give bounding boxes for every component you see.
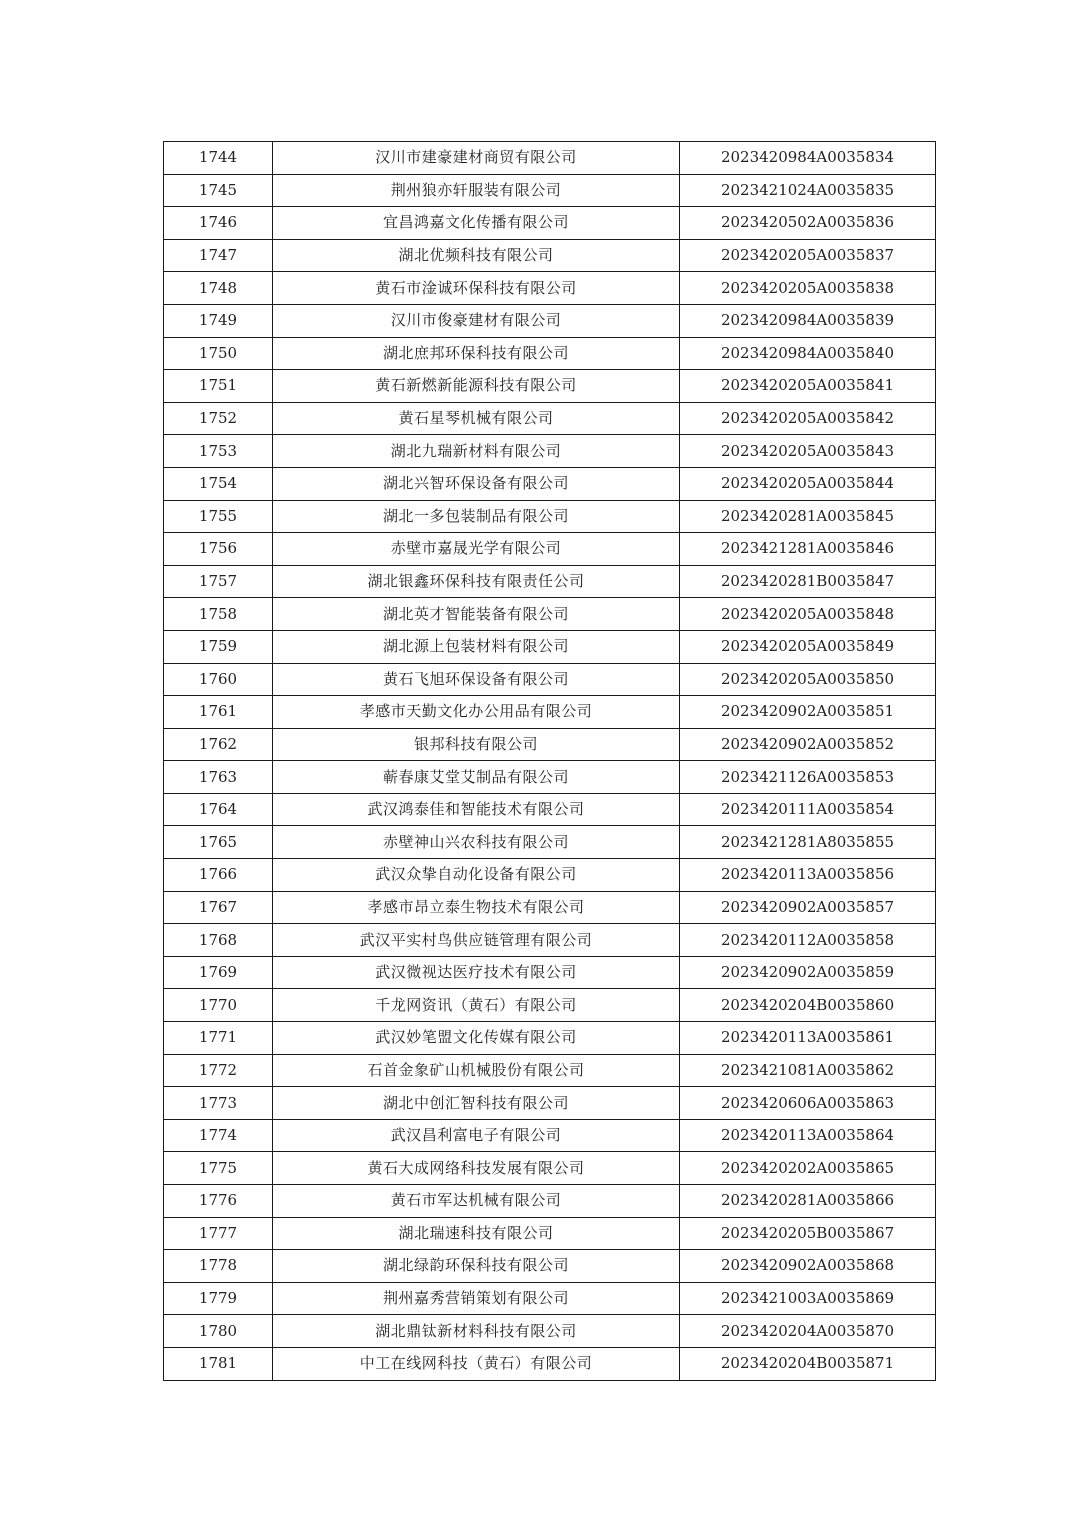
- company-name: 武汉妙笔盟文化传媒有限公司: [273, 1022, 680, 1055]
- company-name: 黄石市淦诚环保科技有限公司: [273, 272, 680, 305]
- registration-code: 2023421281A8035855: [680, 826, 936, 859]
- registration-code: 2023420202A0035865: [680, 1152, 936, 1185]
- registration-code: 2023420111A0035854: [680, 793, 936, 826]
- row-number: 1775: [164, 1152, 273, 1185]
- table-row: [164, 1022, 936, 1055]
- row-number: 1778: [164, 1250, 273, 1283]
- registration-code: 2023420902A0035851: [680, 696, 936, 729]
- registration-code: 2023420205A0035850: [680, 663, 936, 696]
- row-number: 1761: [164, 696, 273, 729]
- registration-code: 2023420984A0035834: [680, 142, 936, 175]
- registration-code: 2023420205A0035841: [680, 370, 936, 403]
- table-body: [164, 142, 936, 1381]
- company-name: 武汉众挚自动化设备有限公司: [273, 859, 680, 892]
- registration-code: 2023420902A0035852: [680, 728, 936, 761]
- table-row: [164, 1185, 936, 1218]
- company-name: 湖北庶邦环保科技有限公司: [273, 337, 680, 370]
- row-number: 1747: [164, 239, 273, 272]
- row-number: 1779: [164, 1282, 273, 1315]
- table-row: [164, 1152, 936, 1185]
- table-row: [164, 174, 936, 207]
- table-row: [164, 859, 936, 892]
- table-row: [164, 1282, 936, 1315]
- row-number: 1774: [164, 1119, 273, 1152]
- row-number: 1758: [164, 598, 273, 631]
- registration-code: 2023420281B0035847: [680, 565, 936, 598]
- table-row: [164, 239, 936, 272]
- company-name: 赤壁市嘉晟光学有限公司: [273, 533, 680, 566]
- company-name: 武汉平实村鸟供应链管理有限公司: [273, 924, 680, 957]
- row-number: 1763: [164, 761, 273, 794]
- table-row: [164, 1087, 936, 1120]
- row-number: 1771: [164, 1022, 273, 1055]
- row-number: 1770: [164, 989, 273, 1022]
- registration-code: 2023420205A0035848: [680, 598, 936, 631]
- registration-code: 2023420984A0035839: [680, 304, 936, 337]
- table-row: [164, 1347, 936, 1380]
- row-number: 1760: [164, 663, 273, 696]
- table-row: [164, 370, 936, 403]
- company-name: 湖北瑞速科技有限公司: [273, 1217, 680, 1250]
- company-name: 黄石市军达机械有限公司: [273, 1185, 680, 1218]
- company-name: 湖北源上包装材料有限公司: [273, 630, 680, 663]
- table-row: [164, 435, 936, 468]
- registration-code: 2023420281A0035845: [680, 500, 936, 533]
- company-name: 湖北中创汇智科技有限公司: [273, 1087, 680, 1120]
- table-row: [164, 337, 936, 370]
- registration-code: 2023420205A0035843: [680, 435, 936, 468]
- row-number: 1765: [164, 826, 273, 859]
- row-number: 1764: [164, 793, 273, 826]
- registration-code: 2023420205A0035837: [680, 239, 936, 272]
- row-number: 1776: [164, 1185, 273, 1218]
- row-number: 1750: [164, 337, 273, 370]
- row-number: 1759: [164, 630, 273, 663]
- table-row: [164, 565, 936, 598]
- table-row: [164, 500, 936, 533]
- row-number: 1781: [164, 1347, 273, 1380]
- registration-code: 2023420205A0035844: [680, 467, 936, 500]
- table-row: [164, 891, 936, 924]
- company-name: 荆州嘉秀营销策划有限公司: [273, 1282, 680, 1315]
- registration-code: 2023421024A0035835: [680, 174, 936, 207]
- registration-code: 2023421281A0035846: [680, 533, 936, 566]
- registration-code: 2023420204B0035871: [680, 1347, 936, 1380]
- company-name: 银邦科技有限公司: [273, 728, 680, 761]
- table-row: [164, 1315, 936, 1348]
- row-number: 1746: [164, 207, 273, 240]
- registration-code: 2023420204B0035860: [680, 989, 936, 1022]
- registration-code: 2023421081A0035862: [680, 1054, 936, 1087]
- registration-code: 2023420902A0035868: [680, 1250, 936, 1283]
- row-number: 1752: [164, 402, 273, 435]
- table-row: [164, 826, 936, 859]
- registration-code: 2023420205A0035849: [680, 630, 936, 663]
- company-name: 湖北一多包装制品有限公司: [273, 500, 680, 533]
- registration-code: 2023420112A0035858: [680, 924, 936, 957]
- company-name: 黄石新燃新能源科技有限公司: [273, 370, 680, 403]
- table-row: [164, 598, 936, 631]
- company-name: 荆州狼亦轩服装有限公司: [273, 174, 680, 207]
- registration-code: 2023420902A0035857: [680, 891, 936, 924]
- registration-code: 2023420281A0035866: [680, 1185, 936, 1218]
- company-name: 汉川市俊豪建材有限公司: [273, 304, 680, 337]
- registration-code: 2023420606A0035863: [680, 1087, 936, 1120]
- row-number: 1780: [164, 1315, 273, 1348]
- registration-code: 2023420984A0035840: [680, 337, 936, 370]
- row-number: 1754: [164, 467, 273, 500]
- registration-code: 2023420205B0035867: [680, 1217, 936, 1250]
- company-name: 黄石飞旭环保设备有限公司: [273, 663, 680, 696]
- company-name: 湖北银鑫环保科技有限责任公司: [273, 565, 680, 598]
- company-name: 湖北九瑞新材料有限公司: [273, 435, 680, 468]
- row-number: 1766: [164, 859, 273, 892]
- row-number: 1768: [164, 924, 273, 957]
- registration-code: 2023420113A0035864: [680, 1119, 936, 1152]
- company-name: 湖北鼎钛新材料科技有限公司: [273, 1315, 680, 1348]
- row-number: 1777: [164, 1217, 273, 1250]
- table-row: [164, 533, 936, 566]
- registration-code: 2023421003A0035869: [680, 1282, 936, 1315]
- registration-code: 2023420113A0035861: [680, 1022, 936, 1055]
- company-name: 黄石星琴机械有限公司: [273, 402, 680, 435]
- registration-code: 2023420113A0035856: [680, 859, 936, 892]
- row-number: 1749: [164, 304, 273, 337]
- registration-code: 2023420205A0035842: [680, 402, 936, 435]
- row-number: 1772: [164, 1054, 273, 1087]
- table-row: [164, 696, 936, 729]
- table-row: [164, 1119, 936, 1152]
- table-row: [164, 142, 936, 175]
- table-row: [164, 207, 936, 240]
- company-name: 武汉微视达医疗技术有限公司: [273, 956, 680, 989]
- table-row: [164, 728, 936, 761]
- company-list-table: [163, 141, 936, 1381]
- table-row: [164, 272, 936, 305]
- company-name: 蕲春康艾堂艾制品有限公司: [273, 761, 680, 794]
- table-row: [164, 761, 936, 794]
- table-row: [164, 630, 936, 663]
- company-name: 石首金象矿山机械股份有限公司: [273, 1054, 680, 1087]
- company-name: 湖北优频科技有限公司: [273, 239, 680, 272]
- table-row: [164, 956, 936, 989]
- table-row: [164, 924, 936, 957]
- company-name: 赤壁神山兴农科技有限公司: [273, 826, 680, 859]
- table-row: [164, 402, 936, 435]
- row-number: 1762: [164, 728, 273, 761]
- row-number: 1751: [164, 370, 273, 403]
- table-row: [164, 1054, 936, 1087]
- row-number: 1769: [164, 956, 273, 989]
- registration-code: 2023421126A0035853: [680, 761, 936, 794]
- row-number: 1773: [164, 1087, 273, 1120]
- company-name: 黄石大成网络科技发展有限公司: [273, 1152, 680, 1185]
- row-number: 1756: [164, 533, 273, 566]
- company-name: 武汉昌利富电子有限公司: [273, 1119, 680, 1152]
- registration-code: 2023420205A0035838: [680, 272, 936, 305]
- table-row: [164, 793, 936, 826]
- table-row: [164, 663, 936, 696]
- table-row: [164, 989, 936, 1022]
- company-name: 湖北英才智能装备有限公司: [273, 598, 680, 631]
- row-number: 1753: [164, 435, 273, 468]
- company-name: 中工在线网科技（黄石）有限公司: [273, 1347, 680, 1380]
- row-number: 1744: [164, 142, 273, 175]
- company-name: 千龙网资讯（黄石）有限公司: [273, 989, 680, 1022]
- registration-code: 2023420204A0035870: [680, 1315, 936, 1348]
- row-number: 1755: [164, 500, 273, 533]
- table-row: [164, 1250, 936, 1283]
- company-name: 孝感市昂立泰生物技术有限公司: [273, 891, 680, 924]
- registration-code: 2023420502A0035836: [680, 207, 936, 240]
- company-name: 湖北绿韵环保科技有限公司: [273, 1250, 680, 1283]
- company-name: 汉川市建豪建材商贸有限公司: [273, 142, 680, 175]
- row-number: 1757: [164, 565, 273, 598]
- company-name: 湖北兴智环保设备有限公司: [273, 467, 680, 500]
- row-number: 1745: [164, 174, 273, 207]
- table-row: [164, 467, 936, 500]
- row-number: 1748: [164, 272, 273, 305]
- row-number: 1767: [164, 891, 273, 924]
- table-row: [164, 1217, 936, 1250]
- company-name: 孝感市天勤文化办公用品有限公司: [273, 696, 680, 729]
- registration-code: 2023420902A0035859: [680, 956, 936, 989]
- table-row: [164, 304, 936, 337]
- company-name: 宜昌鸿嘉文化传播有限公司: [273, 207, 680, 240]
- company-name: 武汉鸿泰佳和智能技术有限公司: [273, 793, 680, 826]
